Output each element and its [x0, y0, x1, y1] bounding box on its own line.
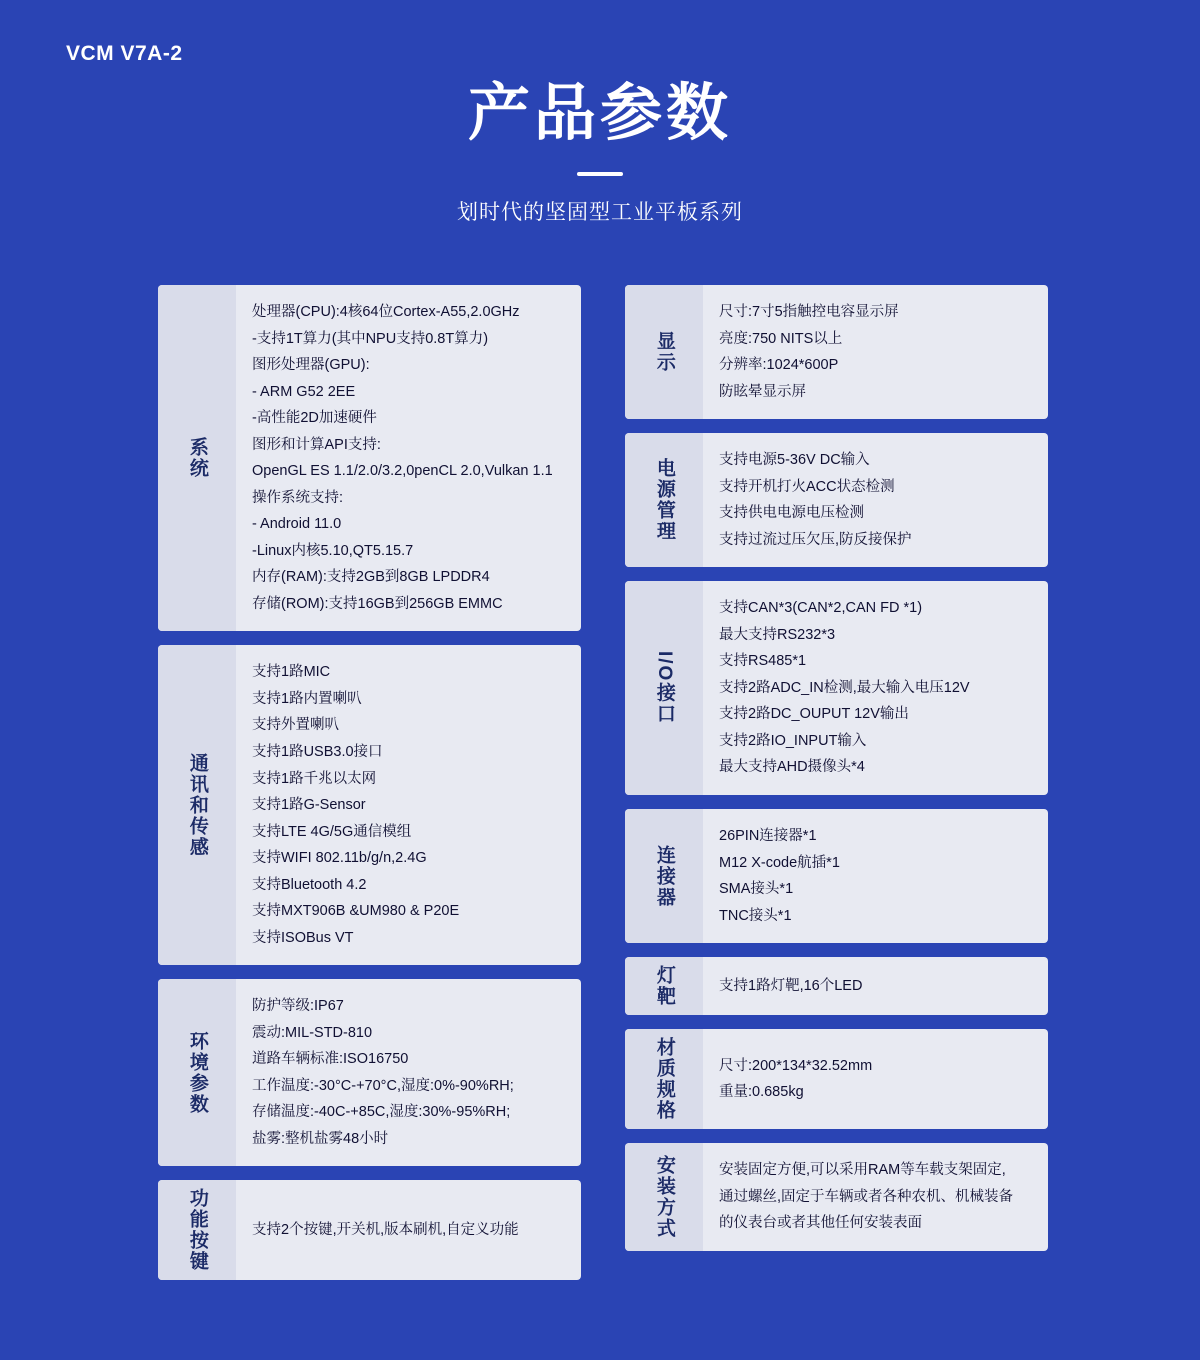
spec-line: 工作温度:-30°C-+70°C,湿度:0%-90%RH; — [252, 1077, 514, 1094]
spec-line: 支持供电电源电压检测 — [719, 505, 864, 522]
spec-card-label — [625, 1143, 703, 1251]
spec-card — [158, 979, 581, 1166]
spec-card — [625, 957, 1048, 1015]
spec-card — [625, 809, 1048, 943]
spec-line: 支持2路ADC_IN检测,最大输入电压12V — [719, 679, 970, 696]
spec-card-body — [236, 645, 581, 965]
spec-line: 支持1路USB3.0接口 — [252, 743, 383, 760]
spec-card-body — [703, 581, 1048, 795]
spec-card-body — [703, 433, 1048, 567]
spec-card — [158, 1180, 581, 1280]
spec-card-label — [625, 433, 703, 567]
spec-card — [625, 581, 1048, 795]
spec-line: 通过螺丝,固定于车辆或者各种农机、机械装备 — [719, 1188, 1014, 1205]
spec-line: 图形和计算API支持: — [252, 436, 381, 453]
spec-line: 支持LTE 4G/5G通信模组 — [252, 823, 412, 840]
spec-line: 支持Bluetooth 4.2 — [252, 876, 367, 893]
spec-card — [625, 1143, 1048, 1251]
spec-line: 支持2路DC_OUPUT 12V输出 — [719, 706, 909, 723]
spec-card-body — [236, 1180, 581, 1280]
title-divider — [577, 172, 623, 176]
spec-line: 最大支持RS232*3 — [719, 626, 836, 643]
spec-card-body — [703, 1143, 1048, 1251]
spec-line: SMA接头*1 — [719, 881, 794, 898]
spec-card-label — [625, 957, 703, 1015]
spec-line: 盐雾:整机盐雾48小时 — [252, 1130, 389, 1147]
spec-line: 重量:0.685kg — [719, 1084, 804, 1101]
spec-line: 支持MXT906B &UM980 & P20E — [252, 903, 460, 920]
spec-card-label — [158, 645, 236, 965]
spec-line: 支持1路G-Sensor — [252, 797, 366, 814]
spec-line: 亮度:750 NITS以上 — [719, 330, 843, 347]
spec-card — [625, 1029, 1048, 1129]
spec-line: 支持2个按键,开关机,版本刷机,自定义功能 — [252, 1222, 519, 1239]
spec-line: 内存(RAM):支持2GB到8GB LPDDR4 — [252, 569, 490, 586]
spec-card-label-text: 连接器 — [653, 844, 675, 908]
spec-line: 支持1路MIC — [252, 664, 331, 681]
spec-line: 支持RS485*1 — [719, 653, 807, 670]
spec-line: 支持CAN*3(CAN*2,CAN FD *1) — [719, 600, 923, 617]
spec-card-label-text: 显示 — [653, 331, 675, 374]
spec-card — [158, 285, 581, 631]
spec-card-label — [625, 809, 703, 943]
spec-line: 防眩晕显示屏 — [719, 383, 806, 400]
spec-line: -高性能2D加速硬件 — [252, 410, 377, 427]
spec-line: 支持外置喇叭 — [252, 717, 339, 734]
spec-line: OpenGL ES 1.1/2.0/3.2,0penCL 2.0,Vulkan 1.1 — [252, 463, 553, 480]
spec-card — [625, 285, 1048, 419]
spec-line: 操作系统支持: — [252, 489, 344, 506]
spec-line: 26PIN连接器*1 — [719, 827, 817, 844]
spec-card-label-text: I/O接口 — [653, 651, 675, 725]
spec-card-body — [703, 809, 1048, 943]
spec-line: TNC接头*1 — [719, 907, 792, 924]
spec-card-label — [158, 979, 236, 1166]
spec-line: 支持开机打火ACC状态检测 — [719, 478, 895, 495]
spec-card-label — [158, 285, 236, 631]
spec-card-body — [703, 1029, 1048, 1129]
spec-card-label-text: 电源管理 — [653, 458, 675, 543]
spec-card-body — [236, 979, 581, 1166]
spec-card-body — [236, 285, 581, 631]
spec-line: 最大支持AHD摄像头*4 — [719, 759, 865, 776]
spec-card-body — [703, 285, 1048, 419]
spec-card-label — [625, 285, 703, 419]
spec-line: 尺寸:200*134*32.52mm — [719, 1057, 873, 1074]
spec-card-label-text: 功能按键 — [186, 1188, 208, 1273]
spec-line: - ARM G52 2EE — [252, 383, 356, 400]
spec-card-label-text: 灯靶 — [653, 965, 675, 1008]
spec-line: 安装固定方便,可以采用RAM等车载支架固定, — [719, 1162, 1006, 1179]
spec-line: 支持1路内置喇叭 — [252, 690, 362, 707]
spec-line: 分辨率:1024*600P — [719, 357, 839, 374]
spec-line: 存储温度:-40C-+85C,湿度:30%-95%RH; — [252, 1104, 511, 1121]
spec-card-label-text: 环境参数 — [186, 1030, 208, 1115]
spec-card-label-text: 安装方式 — [653, 1154, 675, 1239]
spec-line: 尺寸:7寸5指触控电容显示屏 — [719, 304, 899, 320]
spec-line: M12 X-code航插*1 — [719, 854, 840, 871]
spec-line: 支持电源5-36V DC输入 — [719, 452, 870, 469]
spec-line: - Android 11.0 — [252, 516, 342, 533]
page-subtitle: 划时代的坚固型工业平板系列 — [457, 201, 743, 225]
spec-columns — [158, 285, 1048, 1280]
spec-card-body — [703, 957, 1048, 1015]
spec-card-label-text: 系统 — [186, 437, 208, 480]
spec-line: 处理器(CPU):4核64位Cortex-A55,2.0GHz — [252, 304, 520, 320]
spec-line: 支持WIFI 802.11b/g/n,2.4G — [252, 850, 427, 867]
spec-line: 支持2路IO_INPUT输入 — [719, 732, 867, 749]
spec-card — [625, 433, 1048, 567]
spec-line: 道路车辆标准:ISO16750 — [252, 1051, 409, 1068]
spec-line: 支持1路灯靶,16个LED — [719, 977, 863, 994]
brand-model: VCM V7A-2 — [66, 42, 183, 65]
spec-line: 防护等级:IP67 — [252, 998, 344, 1015]
spec-column-left — [158, 285, 581, 1280]
spec-line: 震动:MIL-STD-810 — [252, 1024, 373, 1041]
spec-line: 存储(ROM):支持16GB到256GB EMMC — [252, 595, 503, 612]
spec-line: -支持1T算力(其中NPU支持0.8T算力) — [252, 330, 489, 347]
spec-card — [158, 645, 581, 965]
spec-line: 支持ISOBus VT — [252, 929, 354, 946]
spec-card-label — [625, 581, 703, 795]
spec-line: 图形处理器(GPU): — [252, 357, 370, 374]
spec-column-right — [625, 285, 1048, 1280]
spec-card-label-text: 材质规格 — [653, 1037, 675, 1122]
spec-line: 支持过流过压欠压,防反接保护 — [719, 531, 912, 548]
page-title: 产品参数 — [467, 79, 732, 148]
spec-card-label-text: 通讯和传感 — [186, 752, 208, 858]
spec-card-label — [625, 1029, 703, 1129]
spec-line: 支持1路千兆以太网 — [252, 770, 377, 787]
spec-line: -Linux内核5.10,QT5.15.7 — [252, 542, 414, 559]
spec-card-label — [158, 1180, 236, 1280]
spec-line: 的仪表台或者其他任何安装表面 — [719, 1215, 922, 1232]
